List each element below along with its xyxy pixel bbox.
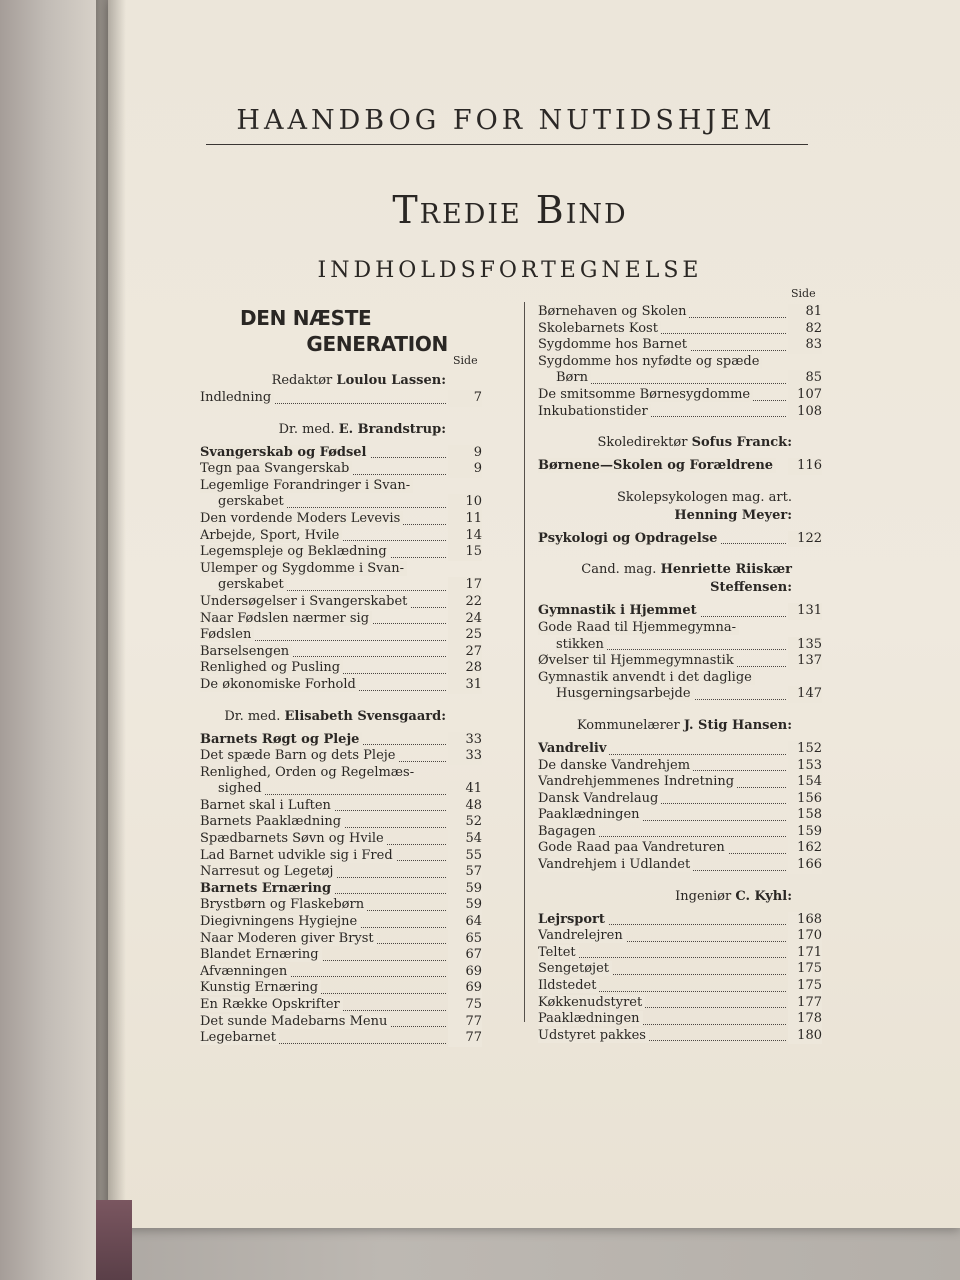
entry-title: Lad Barnet udvikle sig i Fred	[200, 848, 396, 863]
toc-entry	[538, 840, 822, 857]
author-line	[538, 579, 822, 597]
entry-title: Barnets Paaklædning	[200, 814, 344, 829]
entry-page: 55	[448, 848, 482, 865]
column-divider	[524, 302, 525, 1022]
entry-page: 27	[448, 644, 482, 661]
toc-entry	[538, 387, 822, 404]
toc-entry	[200, 544, 482, 561]
toc-entry	[538, 653, 822, 670]
author-prefix: Ingeniør	[675, 888, 732, 904]
entry-page: 171	[788, 945, 822, 962]
entry-title: De smitsomme Børnesygdomme	[538, 387, 753, 402]
entry-title: Børnene—Skolen og Forældrene	[538, 458, 776, 473]
toc-entry	[200, 897, 482, 914]
entry-title: Vandreliv	[538, 741, 609, 756]
entry-title: Indledning	[200, 390, 274, 405]
entry-page: 48	[448, 798, 482, 815]
author-name: Loulou Lassen:	[336, 373, 446, 388]
entry-page: 85	[788, 370, 822, 387]
toc-entry	[200, 494, 482, 511]
entry-title: Dansk Vandrelaug	[538, 791, 661, 806]
author-name: Henriette Riiskær	[660, 562, 792, 578]
entry-page: 177	[788, 995, 822, 1012]
right-side-label: Side	[791, 287, 816, 300]
entry-page: 81	[788, 304, 822, 321]
group-gap	[538, 874, 822, 888]
author-name: Henning Meyer:	[674, 507, 792, 523]
entry-page: 116	[788, 458, 822, 475]
series-title: HAANDBOG FOR NUTIDSHJEM	[236, 105, 776, 136]
author-name: C. Kyhl:	[735, 888, 792, 904]
right-toc	[538, 304, 822, 1044]
author-prefix: Dr. med.	[278, 421, 335, 437]
entry-page: 122	[788, 531, 822, 548]
toc-entry	[538, 404, 822, 421]
entry-page: 65	[448, 931, 482, 948]
entry-title: Naar Fødslen nærmer sig	[200, 611, 372, 626]
entry-title: Barnet skal i Luften	[200, 798, 334, 813]
entry-page: 9	[448, 461, 482, 478]
author-prefix: Cand. mag.	[581, 562, 657, 578]
author-line	[538, 489, 822, 507]
entry-title: Det spæde Barn og dets Pleje	[200, 748, 399, 763]
author-line	[200, 372, 482, 390]
entry-title: Spædbarnets Søvn og Hvile	[200, 831, 387, 846]
toc-entry	[538, 1011, 822, 1028]
author-name: Steffensen:	[710, 580, 792, 596]
toc-entry	[200, 390, 482, 407]
entry-title: De økonomiske Forhold	[200, 677, 359, 692]
toc-entry	[538, 620, 822, 637]
entry-title: Køkkenudstyret	[538, 995, 645, 1010]
toc-entry	[538, 945, 822, 962]
toc-entry	[200, 864, 482, 881]
toc-entry	[538, 321, 822, 338]
author-line	[538, 434, 822, 452]
toc-entry	[538, 670, 822, 687]
toc-entry	[200, 881, 482, 898]
toc-entry	[200, 947, 482, 964]
entry-page: 82	[788, 321, 822, 338]
entry-title: Vandrehjem i Udlandet	[538, 857, 693, 872]
entry-page: 33	[448, 748, 482, 765]
entry-page: 154	[788, 774, 822, 791]
entry-page: 59	[448, 881, 482, 898]
author-line	[200, 421, 482, 439]
toc-entry	[538, 824, 822, 841]
toc-entry	[538, 995, 822, 1012]
entry-title: gerskabet	[218, 494, 287, 509]
entry-title: Legebarnet	[200, 1030, 279, 1045]
entry-title: Barnets Ernæring	[200, 881, 334, 896]
entry-title: Fødslen	[200, 627, 254, 642]
entry-page: 9	[448, 445, 482, 462]
toc-entry	[538, 354, 822, 371]
toc-entry	[538, 961, 822, 978]
entry-page: 69	[448, 980, 482, 997]
entry-page: 10	[448, 494, 482, 511]
toc-entry	[200, 644, 482, 661]
title-rule	[206, 144, 808, 145]
entry-page: 54	[448, 831, 482, 848]
spine-shadow	[96, 0, 126, 1260]
section-title	[236, 305, 448, 357]
entry-page: 175	[788, 978, 822, 995]
entry-title: Øvelser til Hjemmegymnastik	[538, 653, 737, 668]
entry-title: Kunstig Ernæring	[200, 980, 321, 995]
entry-title: Psykologi og Opdragelse	[538, 531, 720, 546]
entry-page: 77	[448, 1014, 482, 1031]
entry-title: Barnets Røgt og Pleje	[200, 732, 362, 747]
entry-title: Arbejde, Sport, Hvile	[200, 528, 342, 543]
toc-entry	[200, 997, 482, 1014]
toc-entry	[200, 914, 482, 931]
toc-entry	[538, 978, 822, 995]
toc-entry	[200, 511, 482, 528]
toc-entry	[538, 807, 822, 824]
entry-title: En Række Opskrifter	[200, 997, 343, 1012]
entry-page: 180	[788, 1028, 822, 1045]
volume-title: Tredie Bind	[392, 188, 628, 232]
entry-title: Barselsengen	[200, 644, 292, 659]
author-prefix: Redaktør	[271, 373, 333, 388]
entry-page: 159	[788, 824, 822, 841]
toc-entry	[538, 337, 822, 354]
entry-title: Gymnastik i Hjemmet	[538, 603, 700, 618]
entry-page: 170	[788, 928, 822, 945]
entry-title: Bagagen	[538, 824, 599, 839]
entry-page: 108	[788, 404, 822, 421]
book-binding	[96, 1200, 132, 1280]
entry-title: Husgerningsarbejde	[556, 686, 694, 701]
toc-entry	[200, 660, 482, 677]
toc-entry	[538, 686, 822, 703]
entry-page: 24	[448, 611, 482, 628]
entry-page: 166	[788, 857, 822, 874]
entry-page: 175	[788, 961, 822, 978]
toc-entry	[200, 798, 482, 815]
entry-title: Afvænningen	[200, 964, 290, 979]
entry-title: Gode Raad til Hjemmegymna-	[538, 620, 739, 635]
toc-entry	[200, 677, 482, 694]
entry-page: 59	[448, 897, 482, 914]
entry-title: Lejrsport	[538, 912, 608, 927]
entry-title: Renlighed, Orden og Regelmæs-	[200, 765, 417, 780]
entry-title: Tegn paa Svangerskab	[200, 461, 352, 476]
entry-title: Naar Moderen giver Bryst	[200, 931, 377, 946]
entry-title: Ulemper og Sygdomme i Svan-	[200, 561, 407, 576]
entry-title: Renlighed og Pusling	[200, 660, 343, 675]
entry-title: Inkubationstider	[538, 404, 651, 419]
entry-title: De danske Vandrehjem	[538, 758, 693, 773]
entry-page: 75	[448, 997, 482, 1014]
toc-entry	[538, 370, 822, 387]
section-title-line-1: DEN NÆSTE	[240, 306, 372, 330]
toc-entry	[538, 531, 822, 548]
entry-page: 33	[448, 732, 482, 749]
entry-title: Brystbørn og Flaskebørn	[200, 897, 367, 912]
entry-page: 152	[788, 741, 822, 758]
entry-title: Diegivningens Hygiejne	[200, 914, 360, 929]
entry-title: Narresut og Legetøj	[200, 864, 336, 879]
entry-page: 67	[448, 947, 482, 964]
toc-entry	[538, 603, 822, 620]
entry-title: Sygdomme hos nyfødte og spæde	[538, 354, 762, 369]
toc-entry	[200, 781, 482, 798]
toc-entry	[200, 848, 482, 865]
group-gap	[538, 475, 822, 489]
entry-title: Børnehaven og Skolen	[538, 304, 689, 319]
toc-entry	[200, 765, 482, 782]
entry-title: Legemspleje og Beklædning	[200, 544, 390, 559]
entry-page: 28	[448, 660, 482, 677]
toc-entry	[538, 637, 822, 654]
entry-title: Undersøgelser i Svangerskabet	[200, 594, 410, 609]
author-prefix: Skolepsykologen mag. art.	[617, 489, 792, 505]
entry-page: 83	[788, 337, 822, 354]
entry-page: 22	[448, 594, 482, 611]
group-gap	[200, 407, 482, 421]
toc-entry	[200, 814, 482, 831]
toc-entry	[200, 964, 482, 981]
toc-entry	[200, 732, 482, 749]
left-toc	[200, 372, 482, 1047]
entry-page: 25	[448, 627, 482, 644]
author-name: E. Brandstrup:	[338, 421, 446, 437]
entry-page: 137	[788, 653, 822, 670]
entry-page: 17	[448, 577, 482, 594]
toc-entry	[538, 928, 822, 945]
toc-entry	[538, 1028, 822, 1045]
entry-page: 135	[788, 637, 822, 654]
group-gap	[200, 694, 482, 708]
entry-title: Sygdomme hos Barnet	[538, 337, 690, 352]
entry-title: Blandet Ernæring	[200, 947, 322, 962]
entry-page: 57	[448, 864, 482, 881]
entry-page: 41	[448, 781, 482, 798]
entry-title: Gode Raad paa Vandreturen	[538, 840, 728, 855]
toc-entry	[200, 980, 482, 997]
entry-title: Det sunde Madebarns Menu	[200, 1014, 390, 1029]
toc-entry	[200, 561, 482, 578]
group-gap	[538, 420, 822, 434]
toc-entry	[538, 791, 822, 808]
author-name: Elisabeth Svensgaard:	[284, 708, 446, 724]
toc-entry	[200, 1030, 482, 1047]
entry-title: Den vordende Moders Levevis	[200, 511, 403, 526]
entry-title: sighed	[218, 781, 265, 796]
entry-page: 156	[788, 791, 822, 808]
toc-entry	[538, 758, 822, 775]
toc-entry	[538, 857, 822, 874]
entry-title: gerskabet	[218, 577, 287, 592]
entry-page: 11	[448, 511, 482, 528]
author-prefix: Skoledirektør	[597, 435, 688, 451]
entry-page: 107	[788, 387, 822, 404]
toc-entry	[200, 445, 482, 462]
entry-page: 153	[788, 758, 822, 775]
author-line	[538, 507, 822, 525]
toc-entry	[200, 1014, 482, 1031]
author-name: Sofus Franck:	[691, 435, 792, 451]
entry-title: Skolebarnets Kost	[538, 321, 661, 336]
entry-title: Børn	[556, 370, 591, 385]
author-prefix: Kommunelærer	[576, 717, 680, 733]
entry-title: Ildstedet	[538, 978, 599, 993]
entry-title: Vandrehjemmenes Indretning	[538, 774, 737, 789]
toc-entry	[200, 594, 482, 611]
entry-title: Udstyret pakkes	[538, 1028, 649, 1043]
author-line	[538, 888, 822, 906]
entry-page: 31	[448, 677, 482, 694]
entry-page: 178	[788, 1011, 822, 1028]
toc-entry	[200, 611, 482, 628]
entry-page: 52	[448, 814, 482, 831]
section-title-line-2: GENERATION	[306, 332, 448, 356]
author-name: J. Stig Hansen:	[683, 717, 792, 733]
toc-entry	[200, 831, 482, 848]
entry-page: 7	[448, 390, 482, 407]
toc-entry	[538, 912, 822, 929]
entry-page: 77	[448, 1030, 482, 1047]
entry-title: Paaklædningen	[538, 1011, 643, 1026]
entry-page: 131	[788, 603, 822, 620]
group-gap	[538, 703, 822, 717]
toc-entry	[200, 577, 482, 594]
contents-title: INDHOLDSFORTEGNELSE	[317, 258, 703, 283]
toc-entry	[538, 458, 822, 475]
toc-entry	[538, 741, 822, 758]
group-gap	[538, 547, 822, 561]
author-line	[538, 561, 822, 579]
entry-title: Svangerskab og Fødsel	[200, 445, 370, 460]
entry-title: Sengetøjet	[538, 961, 612, 976]
entry-page: 162	[788, 840, 822, 857]
author-line	[538, 717, 822, 735]
entry-page: 168	[788, 912, 822, 929]
entry-page: 69	[448, 964, 482, 981]
entry-title: Teltet	[538, 945, 579, 960]
toc-entry	[200, 461, 482, 478]
toc-entry	[200, 748, 482, 765]
entry-page: 15	[448, 544, 482, 561]
entry-title: Vandrelejren	[538, 928, 626, 943]
toc-entry	[200, 931, 482, 948]
entry-page: 14	[448, 528, 482, 545]
entry-page: 158	[788, 807, 822, 824]
toc-entry	[200, 528, 482, 545]
toc-entry	[200, 627, 482, 644]
toc-entry	[538, 774, 822, 791]
entry-title: stikken	[556, 637, 607, 652]
entry-page: 147	[788, 686, 822, 703]
toc-entry	[200, 478, 482, 495]
entry-title: Paaklædningen	[538, 807, 643, 822]
entry-page: 64	[448, 914, 482, 931]
author-prefix: Dr. med.	[224, 708, 281, 724]
toc-entry	[538, 304, 822, 321]
author-line	[200, 708, 482, 726]
entry-title: Legemlige Forandringer i Svan-	[200, 478, 413, 493]
left-side-label: Side	[453, 354, 478, 367]
entry-title: Gymnastik anvendt i det daglige	[538, 670, 755, 685]
